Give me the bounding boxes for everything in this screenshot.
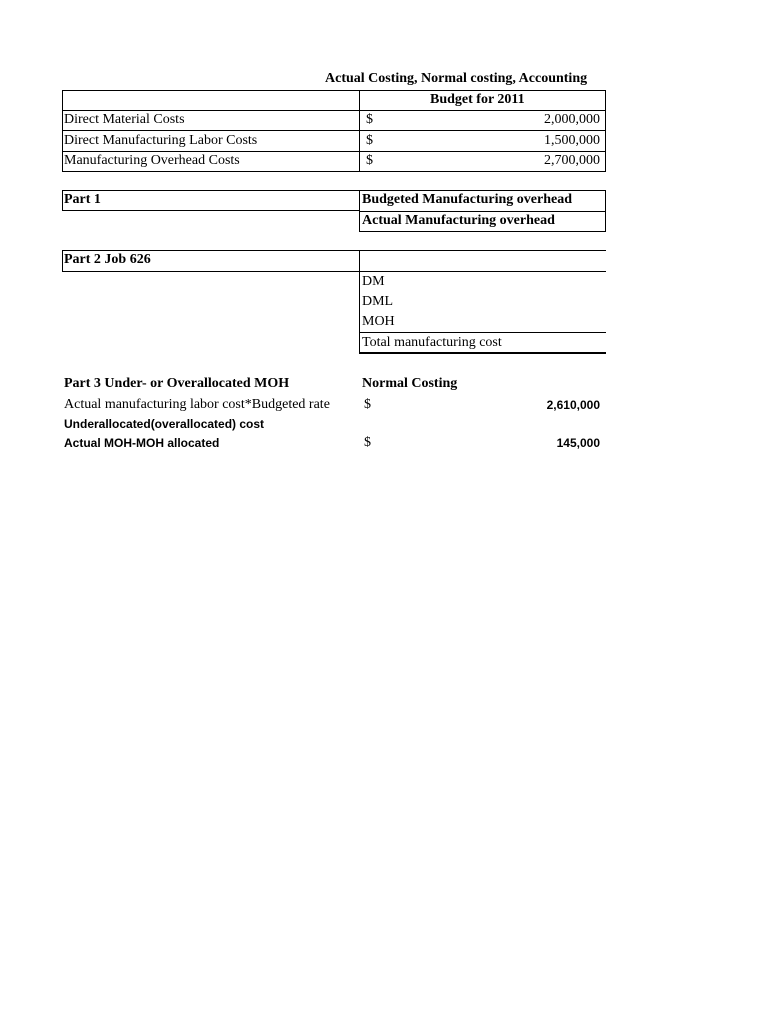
part3-row1-currency: $ [364, 397, 371, 412]
part3-row3-amount: 145,000 [556, 436, 600, 450]
part2-item: MOH [362, 314, 395, 329]
part2-rule [359, 271, 606, 272]
budget-header: Budget for 2011 [430, 92, 525, 107]
budget-row-amount: 2,700,000 [544, 153, 600, 168]
part3-row2-label: Underallocated(overallocated) cost [64, 417, 265, 431]
part3-row3-currency: $ [364, 435, 371, 450]
part3-row1-label: Actual manufacturing labor cost*Budgeted rate [64, 397, 330, 412]
budget-table-divider [359, 90, 360, 172]
part2-item: DML [362, 294, 394, 309]
part1-label-cell [62, 190, 360, 211]
budget-row-label: Direct Material Costs [64, 112, 185, 127]
part3-row3-label: Actual MOH-MOH allocated [64, 436, 220, 450]
budget-row-label: Manufacturing Overhead Costs [64, 153, 240, 168]
budget-row-currency: $ [366, 153, 373, 168]
budget-row-currency: $ [366, 112, 373, 127]
part2-rule [359, 250, 606, 251]
part1-actual-label: Actual Manufacturing overhead [362, 213, 555, 228]
part3-label: Part 3 Under- or Overallocated MOH [64, 376, 290, 391]
part2-total-label: Total manufacturing cost [362, 335, 502, 350]
budget-row-label: Direct Manufacturing Labor Costs [64, 133, 258, 148]
part2-item: DM [362, 274, 385, 289]
budget-row-amount: 1,500,000 [544, 133, 600, 148]
part2-total-underline [359, 352, 606, 354]
part2-divider [359, 250, 360, 354]
part1-label: Part 1 [64, 192, 101, 207]
part1-budgeted-label: Budgeted Manufacturing overhead [362, 192, 572, 207]
part2-label: Part 2 Job 626 [64, 252, 151, 267]
part3-row1-amount: 2,610,000 [546, 398, 600, 412]
sheet-title: Actual Costing, Normal costing, Accounting [325, 71, 588, 86]
budget-row-amount: 2,000,000 [544, 112, 600, 127]
budget-row-currency: $ [366, 133, 373, 148]
part3-column-header: Normal Costing [362, 376, 458, 391]
